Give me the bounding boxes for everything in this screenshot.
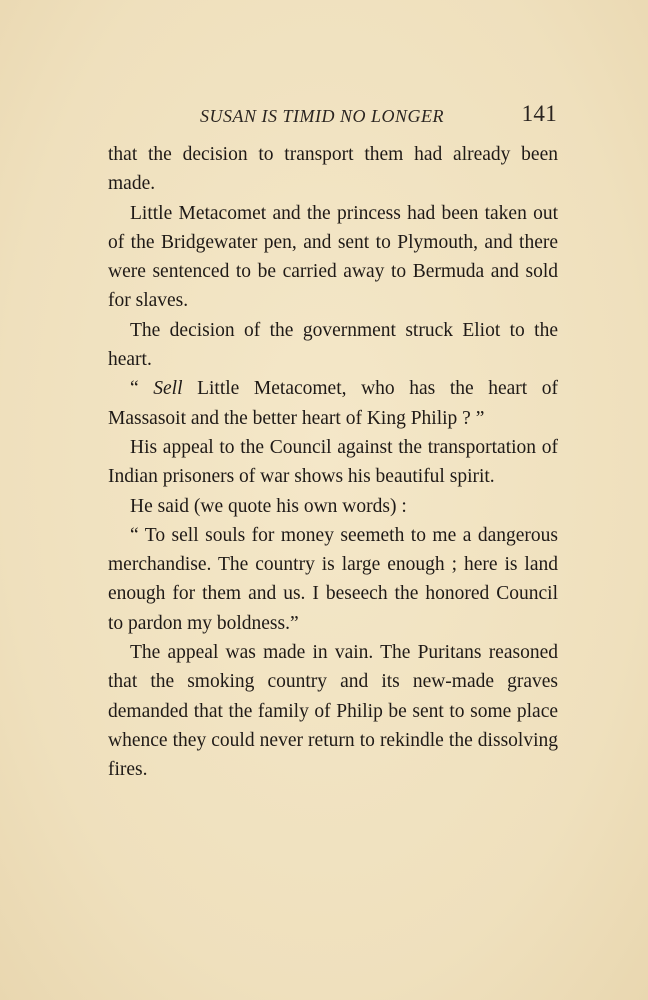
paragraph: Little Metacomet and the princess had been taken out of the Bridgewater pen, and sent to Plymouth, and there were sentenced to be carried away to Bermuda and sold for slaves. (108, 202, 558, 312)
running-header (108, 100, 560, 130)
running-title: SUSAN IS TIMID NO LONGER (200, 106, 444, 126)
paragraph: He said (we quote his own words) : (130, 495, 407, 517)
open-quote: “ (130, 378, 154, 400)
quote-paragraph (108, 374, 558, 433)
paragraph: His appeal to the Council against the transportation of Indian prisoners of war shows his beautiful spirit. (108, 436, 558, 488)
paragraph: The appeal was made in vain. The Puritans reasoned that the smoking country and its new-made graves demanded that the family of Philip be sent to some place whence they could never return to rekindle the dissolving fires. (108, 642, 558, 781)
page-number: 141 (521, 101, 557, 126)
italic-word: Sell (153, 378, 183, 400)
quote-paragraph: “ To sell souls for money seemeth to me a dangerous merchandise. The country is large enough ; here is land enough for them and us. I beseech the honored Council to pardon my boldness.” (108, 524, 558, 634)
body-text (108, 140, 558, 785)
paragraph: The decision of the government struck Eliot to the heart. (108, 319, 558, 371)
paragraph-continuation: that the decision to transport them had already been made. (108, 144, 558, 195)
quote-text: Little Metacomet, who has the heart of Massasoit and the better heart of King Philip ? ” (108, 378, 559, 429)
